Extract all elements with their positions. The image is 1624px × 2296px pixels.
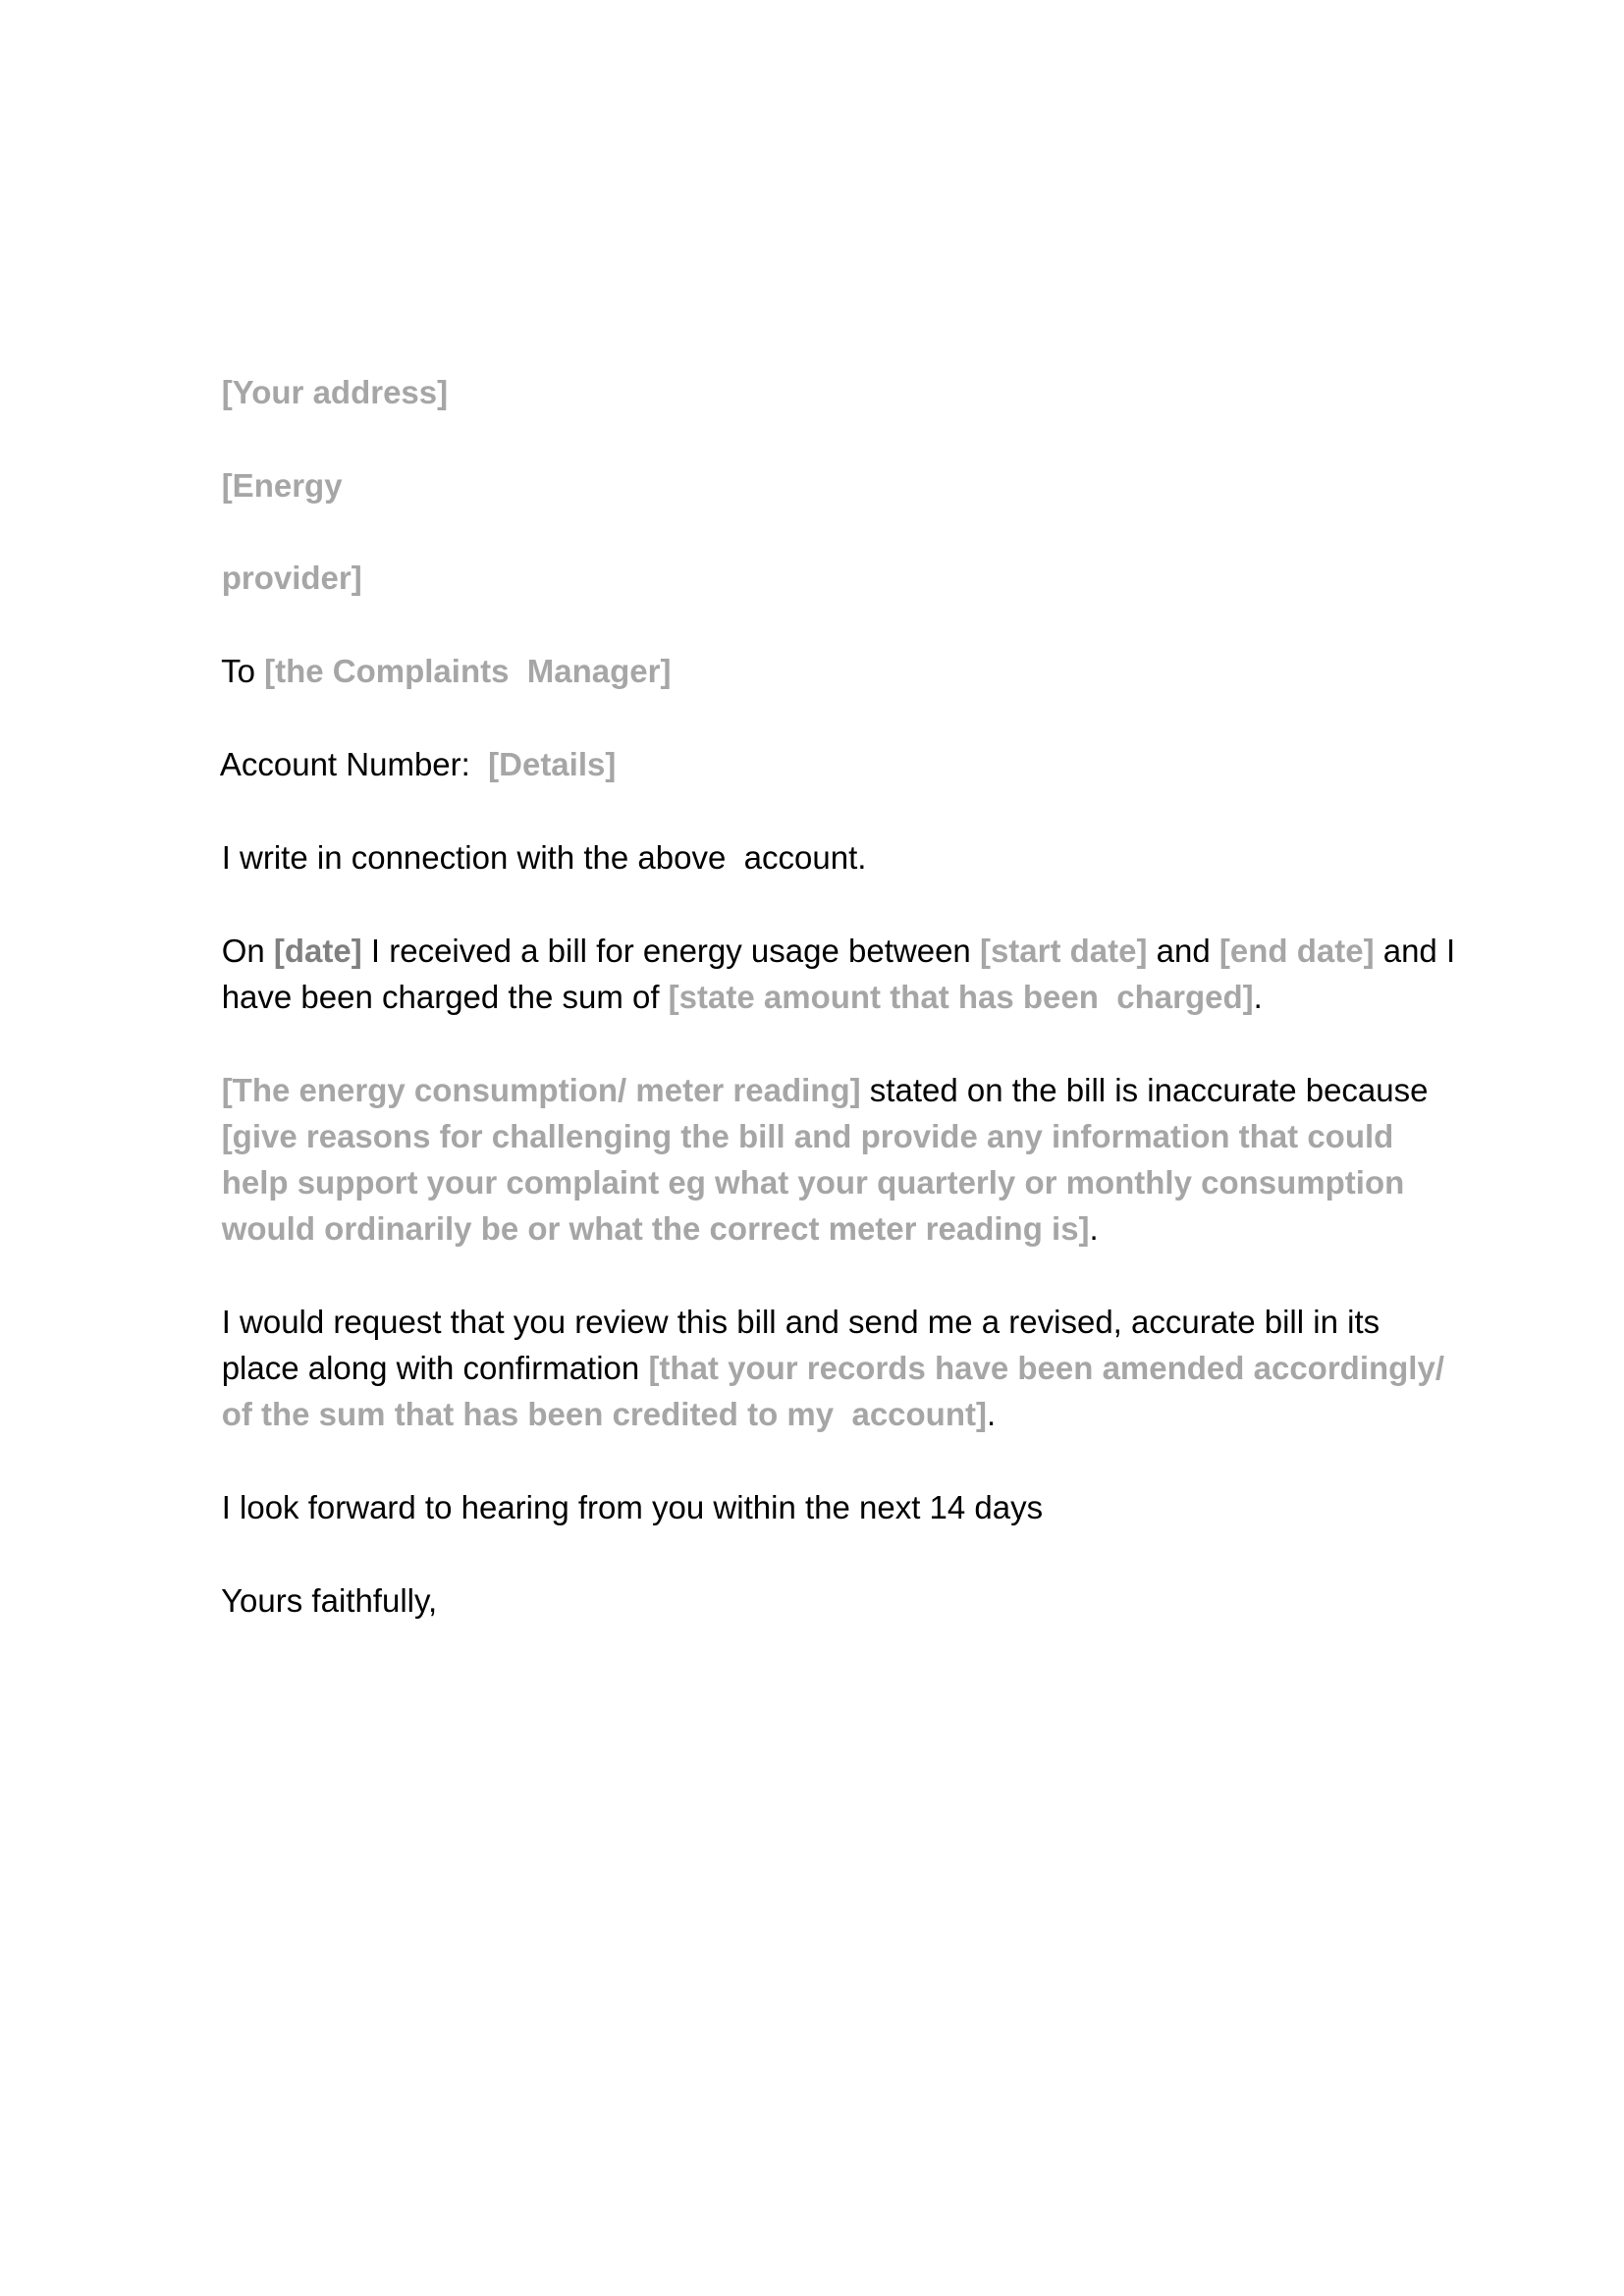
request-paragraph-end: . bbox=[986, 1396, 997, 1432]
reason-paragraph-end: . bbox=[1089, 1210, 1099, 1247]
reasons-placeholder-part1: [give reasons for challenging the bill and provide any information that could bbox=[221, 1118, 1394, 1154]
recipient-placeholder: [the Complaints Manager] bbox=[264, 653, 672, 689]
account-number-label: Account Number: bbox=[219, 746, 489, 782]
bill-paragraph-end: . bbox=[1253, 979, 1263, 1015]
start-date-placeholder: [start date] bbox=[979, 933, 1148, 969]
request-text-part2: place along with confirmation bbox=[221, 1350, 649, 1386]
energy-provider-part2: provider] bbox=[221, 560, 362, 596]
reasons-placeholder-part3: would ordinarily be or what the correct meter reading is] bbox=[221, 1210, 1090, 1247]
account-number-placeholder: [Details] bbox=[488, 746, 617, 782]
end-date-placeholder: [end date] bbox=[1218, 933, 1375, 969]
confirmation-placeholder-part1: [that your records have been amended accordingly/ bbox=[648, 1350, 1444, 1386]
charged-text: have been charged the sum of bbox=[221, 979, 669, 1015]
stated-text: stated on the bill is inaccurate because bbox=[860, 1072, 1429, 1108]
date-placeholder: [date] bbox=[273, 933, 362, 969]
sign-off-line bbox=[186, 1531, 437, 1670]
confirmation-placeholder-part2: of the sum that has been credited to my account] bbox=[221, 1396, 987, 1432]
sign-off-text: Yours faithfully, bbox=[221, 1582, 438, 1619]
consumption-placeholder: [The energy consumption/ meter reading] bbox=[221, 1072, 861, 1108]
to-prefix: To bbox=[221, 653, 265, 689]
reasons-placeholder-part2: help support your complaint eg what your quarterly or monthly consumption bbox=[221, 1164, 1405, 1201]
closing-text: I look forward to hearing from you within the next 14 days bbox=[221, 1489, 1044, 1525]
and-text: and bbox=[1147, 933, 1219, 969]
and-i-text: and I bbox=[1374, 933, 1456, 969]
intro-text: I write in connection with the above account. bbox=[221, 839, 867, 876]
energy-provider-part1: [Energy bbox=[221, 467, 343, 504]
on-text: On bbox=[221, 933, 274, 969]
request-text-part1: I would request that you review this bill and send me a revised, accurate bill in its bbox=[221, 1304, 1380, 1340]
received-text: I received a bill for energy usage between bbox=[361, 933, 980, 969]
your-address: [Your address] bbox=[221, 374, 449, 410]
amount-placeholder: [state amount that has been charged] bbox=[668, 979, 1254, 1015]
